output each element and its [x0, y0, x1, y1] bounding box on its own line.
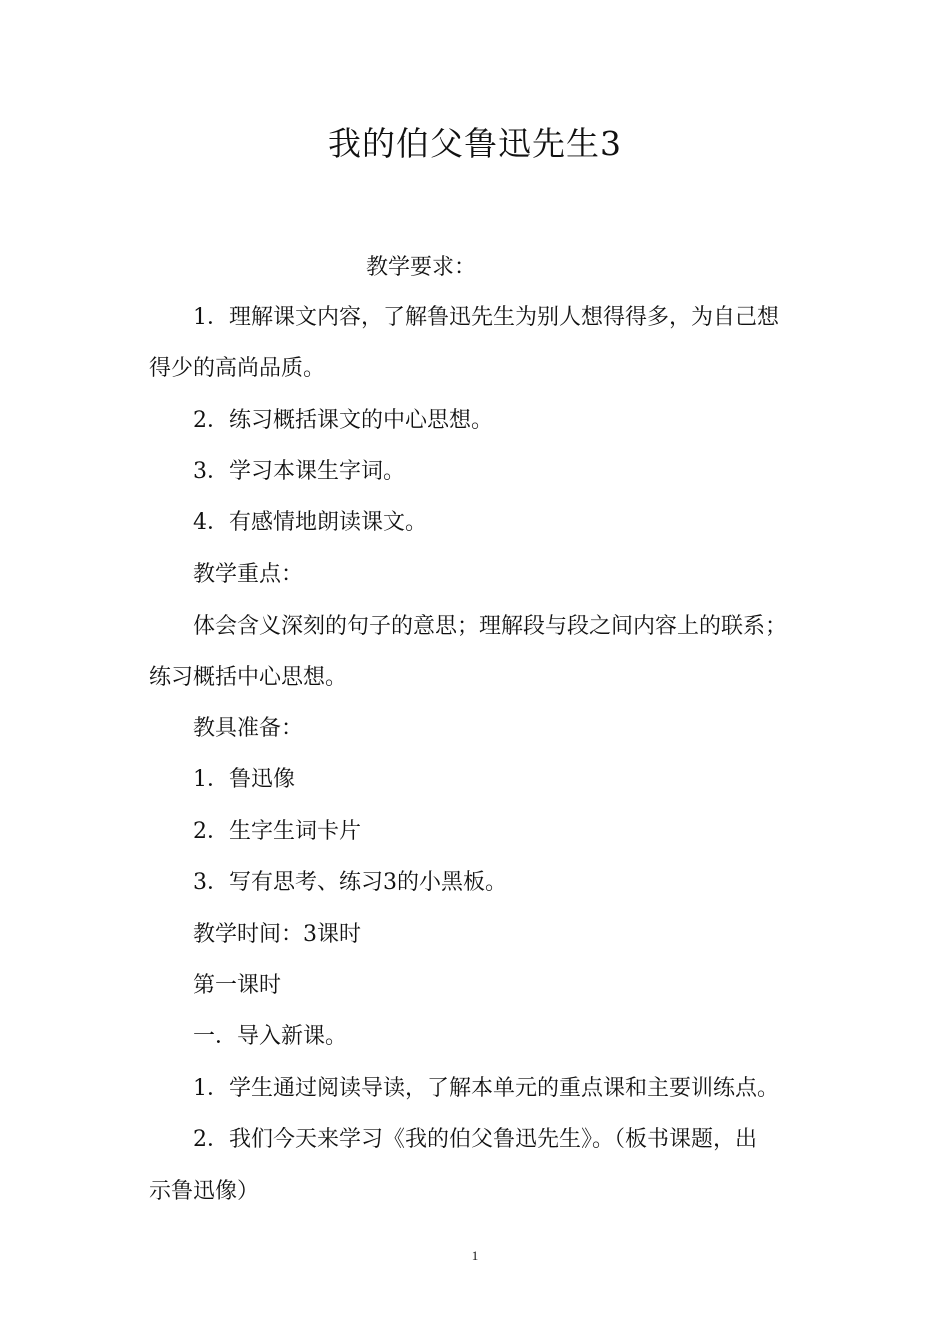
requirement-3: 3．学习本课生字词。 [193, 459, 405, 484]
tool-1: 1．鲁迅像 [193, 767, 295, 792]
lesson-1-heading: 第一课时 [193, 973, 282, 998]
requirement-1-line-2: 得少的高尚品质。 [149, 356, 326, 381]
page-number: 1 [471, 1248, 479, 1263]
document-title: 我的伯父鲁迅先生3 [328, 124, 622, 163]
requirement-1-line-1: 1．理解课文内容，了解鲁迅先生为别人想得得多，为自己想 [193, 305, 779, 330]
step-2-line-2: 示鲁迅像） [149, 1179, 260, 1204]
focus-heading: 教学重点： [193, 562, 304, 587]
teaching-time: 教学时间：3课时 [193, 922, 361, 947]
requirement-4: 4．有感情地朗读课文。 [193, 510, 427, 535]
tools-heading: 教具准备： [193, 716, 304, 741]
step-1: 1．学生通过阅读导读，了解本单元的重点课和主要训练点。 [193, 1076, 779, 1101]
section-1-heading: 一．导入新课。 [193, 1024, 348, 1049]
requirements-heading: 教学要求： [366, 255, 477, 280]
step-2-line-1: 2．我们今天来学习《我的伯父鲁迅先生》。（板书课题，出 [193, 1127, 757, 1152]
tool-3: 3．写有思考、练习3的小黑板。 [193, 870, 507, 895]
tool-2: 2．生字生词卡片 [193, 819, 361, 844]
focus-line-2: 练习概括中心思想。 [149, 665, 348, 690]
requirement-2: 2．练习概括课文的中心思想。 [193, 408, 493, 433]
focus-line-1: 体会含义深刻的句子的意思；理解段与段之间内容上的联系； [193, 614, 788, 639]
